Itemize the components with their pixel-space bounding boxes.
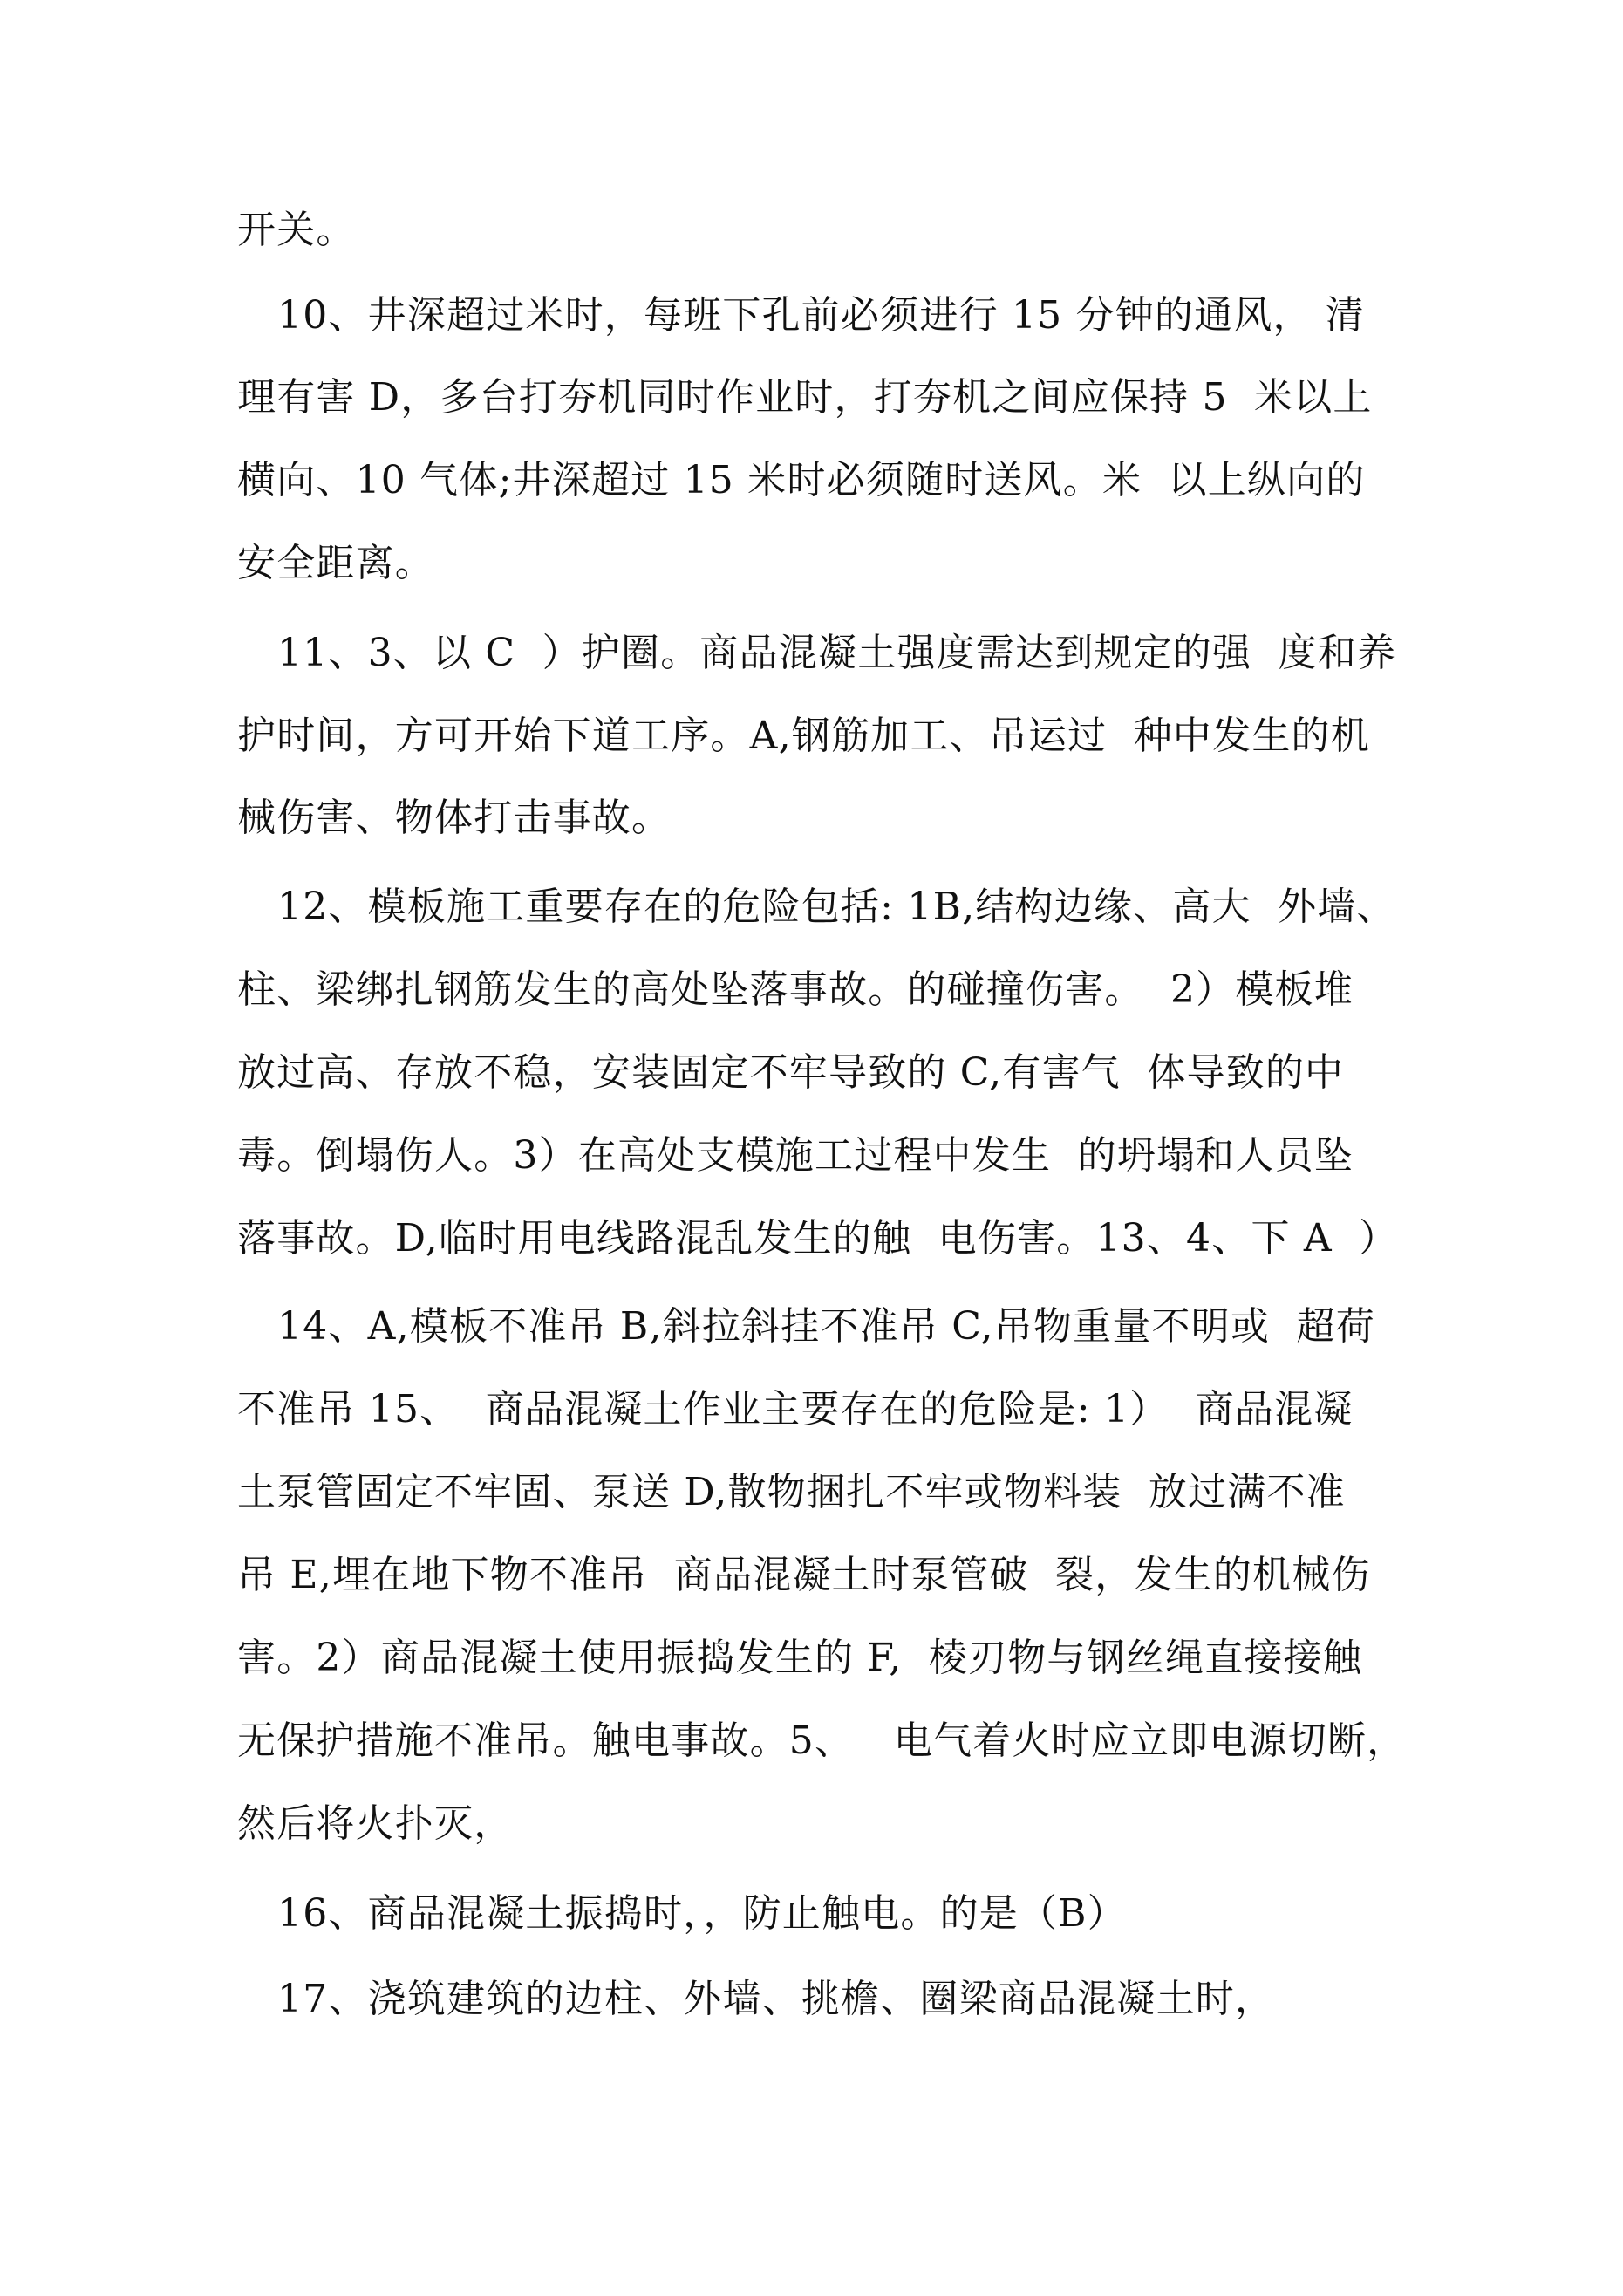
text-line: 开关。 bbox=[237, 208, 356, 252]
text-line: 放过高、存放不稳，安装固定不牢导致的 C,有害气 体导致的中 bbox=[237, 1050, 1345, 1095]
text-line: 14、A,模板不准吊 B,斜拉斜挂不准吊 C,吊物重量不明或 超荷 bbox=[277, 1304, 1375, 1349]
text-line: 柱、梁绑扎钢筋发生的高处坠落事故。的碰撞伤害。 2）模板堆 bbox=[237, 967, 1354, 1012]
text-line: 理有害 D，多台打夯机同时作业时，打夯机之间应保持 5 米以上 bbox=[237, 375, 1373, 420]
text-line: 吊 E,埋在地下物不准吊 商品混凝土时泵管破 裂，发生的机械伤 bbox=[237, 1553, 1371, 1597]
text-line: 护时间，方可开始下道工序。A,钢筋加工、吊运过 种中发生的机 bbox=[237, 714, 1370, 758]
text-line: 落事故。D,临时用电线路混乱发生的触 电伤害。13、4、下 A ） bbox=[237, 1216, 1399, 1261]
text-line: 不准吊 15、 商品混凝土作业主要存在的危险是: 1） 商品混凝 bbox=[237, 1387, 1354, 1432]
text-line: 无保护措施不准吊。触电事故。5、 电气着火时应立即电源切断， bbox=[237, 1719, 1407, 1763]
text-line: 12、模板施工重要存在的危险包括: 1B,结构边缘、高大 外墙、 bbox=[277, 885, 1396, 929]
text-line: 16、商品混凝土振捣时，，防止触电。的是（B） bbox=[277, 1891, 1127, 1936]
text-line: 械伤害、物体打击事故。 bbox=[237, 796, 672, 840]
text-line: 安全距离。 bbox=[237, 541, 434, 585]
text-line: 横向、10 气体;井深超过 15 米时必须随时送风。米 以上纵向的 bbox=[237, 458, 1366, 502]
text-line: 毒。倒塌伤人。3）在高处支模施工过程中发生 的坍塌和人员坠 bbox=[237, 1133, 1354, 1178]
text-line: 土泵管固定不牢固、泵送 D,散物捆扎不牢或物料装 放过满不准 bbox=[237, 1470, 1346, 1514]
text-line: 害。2）商品混凝土使用振捣发生的 F, 棱刃物与钢丝绳直接接触 bbox=[237, 1636, 1363, 1680]
text-line: 11、3、以 C ）护圈。商品混凝土强度需达到规定的强 度和养 bbox=[277, 631, 1397, 675]
text-line: 10、井深超过米时，每班下孔前必须进行 15 分钟的通风， 清 bbox=[277, 293, 1366, 338]
text-line: 17、浇筑建筑的边柱、外墙、挑檐、圈梁商品混凝土时， bbox=[277, 1977, 1275, 2021]
text-line: 然后将火扑灭， bbox=[237, 1801, 514, 1846]
